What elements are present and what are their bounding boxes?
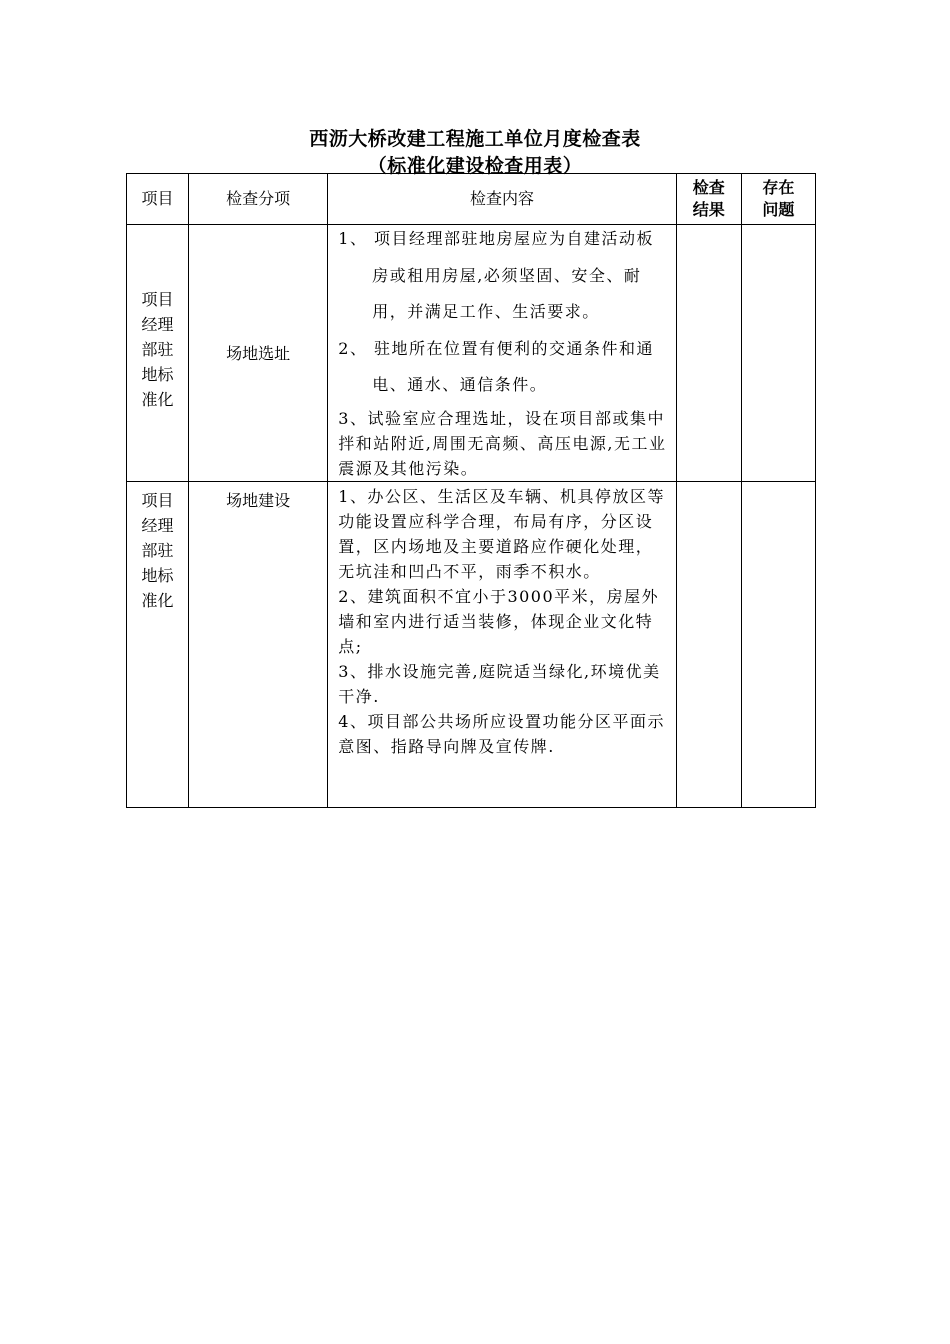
row-content-cell [328,225,677,482]
header-issue: 存在问题 [741,174,815,225]
row-subitem-cell [189,225,328,482]
row-item-cell [127,225,189,482]
row-content-cell [328,481,677,807]
table-header-row [127,174,816,225]
header-subitem: 检查分项 [189,174,328,225]
table-row [127,481,816,807]
row-subitem-label: 场地选址 [226,344,291,364]
header-content: 检查内容 [328,174,677,225]
row-subitem-cell [189,481,328,807]
document-subtitle: （标准化建设检查用表） [367,155,583,177]
content-paragraph: 3、试验室应合理选址，设在项目部或集中拌和站附近,周围无高频、高压电源,无工业震源及其他污染。 [338,408,667,478]
row-item-label: 项目经理部驻地标准化 [141,490,174,610]
table-row [127,225,816,482]
content-paragraph: 4、项目部公共场所应设置功能分区平面示意图、指路导向牌及宣传牌. [338,711,665,756]
row-issue-cell[interactable] [741,481,815,807]
inspection-table [126,173,816,808]
row-item-cell [127,481,189,807]
header-result: 检查结果 [676,174,741,225]
content-paragraph: 1、 项目经理部驻地房屋应为自建活动板房或租用房屋,必须坚固、安全、耐用，并满足工作、生活要求。 [338,229,655,321]
row-item-label: 项目经理部驻地标准化 [141,290,174,410]
content-paragraph: 3、排水设施完善,庭院适当绿化,环境优美干净. [338,661,661,706]
row-result-cell[interactable] [676,225,741,482]
content-paragraph: 2、 驻地所在位置有便利的交通条件和通电、通水、通信条件。 [338,338,655,394]
document-title: 西沥大桥改建工程施工单位月度检查表 [309,128,641,150]
content-paragraph: 1、办公区、生活区及车辆、机具停放区等功能设置应科学合理，布局有序，分区设置，区内场地及主要道路应作硬化处理，无坑洼和凹凸不平，雨季不积水。 [338,486,665,581]
header-item: 项目 [127,174,189,225]
content-paragraph: 2、建筑面积不宜小于3000平米，房屋外墙和室内进行适当装修，体现企业文化特点; [338,586,660,656]
row-issue-cell[interactable] [741,225,815,482]
row-subitem-label: 场地建设 [226,490,291,510]
row-result-cell[interactable] [676,481,741,807]
